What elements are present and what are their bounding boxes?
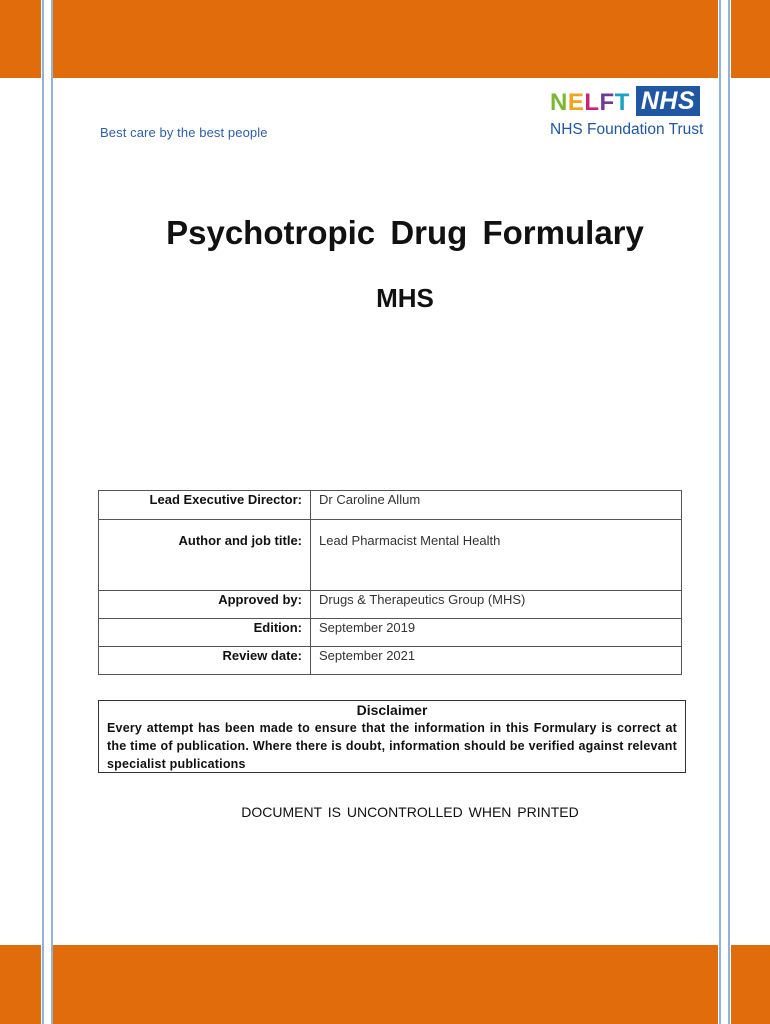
nhs-wordmark: NHS <box>636 86 700 116</box>
document-subtitle: MHS <box>376 283 434 313</box>
row-label: Edition: <box>99 619 311 647</box>
disclaimer-box <box>98 700 686 773</box>
frame-line-left <box>42 0 44 1024</box>
row-value: Drugs & Therapeutics Group (MHS) <box>311 591 682 619</box>
nelft-wordmark <box>550 88 630 118</box>
document-info-table <box>98 490 682 675</box>
logo-letter: N <box>550 89 568 116</box>
logo-letter: L <box>584 89 600 116</box>
table-row <box>99 619 682 647</box>
logo-letter: F <box>599 89 615 116</box>
bottom-banner-left <box>0 945 41 1024</box>
nelft-nhs-logo <box>550 86 720 144</box>
uncontrolled-notice: DOCUMENT IS UNCONTROLLED WHEN PRINTED <box>241 804 579 820</box>
bottom-banner-right <box>731 945 770 1024</box>
tagline: Best care by the best people <box>100 125 268 140</box>
frame-line-inner-left <box>51 0 53 1024</box>
bottom-banner-center <box>53 945 718 1024</box>
logo-letter: T <box>614 89 630 116</box>
row-label: Approved by: <box>99 591 311 619</box>
row-value: September 2019 <box>311 619 682 647</box>
row-value: September 2021 <box>311 647 682 675</box>
table-row <box>99 491 682 520</box>
logo-letter: E <box>567 89 585 116</box>
top-banner-left <box>0 0 41 78</box>
table-row <box>99 591 682 619</box>
disclaimer-body: Every attempt has been made to ensure that the information in this Formulary is correct at the time of publication. Where there is doubt, information should be verified against relevant specialist publications <box>107 721 677 771</box>
row-label: Author and job title: <box>99 520 311 591</box>
top-banner-center <box>53 0 718 78</box>
trust-name: NHS Foundation Trust <box>550 121 704 138</box>
row-value: Dr Caroline Allum <box>311 491 682 520</box>
row-label: Review date: <box>99 647 311 675</box>
table-row <box>99 647 682 675</box>
frame-line-inner-right <box>719 0 721 1024</box>
frame-line-right <box>728 0 730 1024</box>
disclaimer-title: Disclaimer <box>356 702 428 718</box>
document-title: Psychotropic Drug Formulary <box>166 214 644 251</box>
row-label: Lead Executive Director: <box>99 491 311 520</box>
table-row <box>99 520 682 591</box>
top-banner-right <box>731 0 770 78</box>
row-value: Lead Pharmacist Mental Health <box>311 520 682 591</box>
